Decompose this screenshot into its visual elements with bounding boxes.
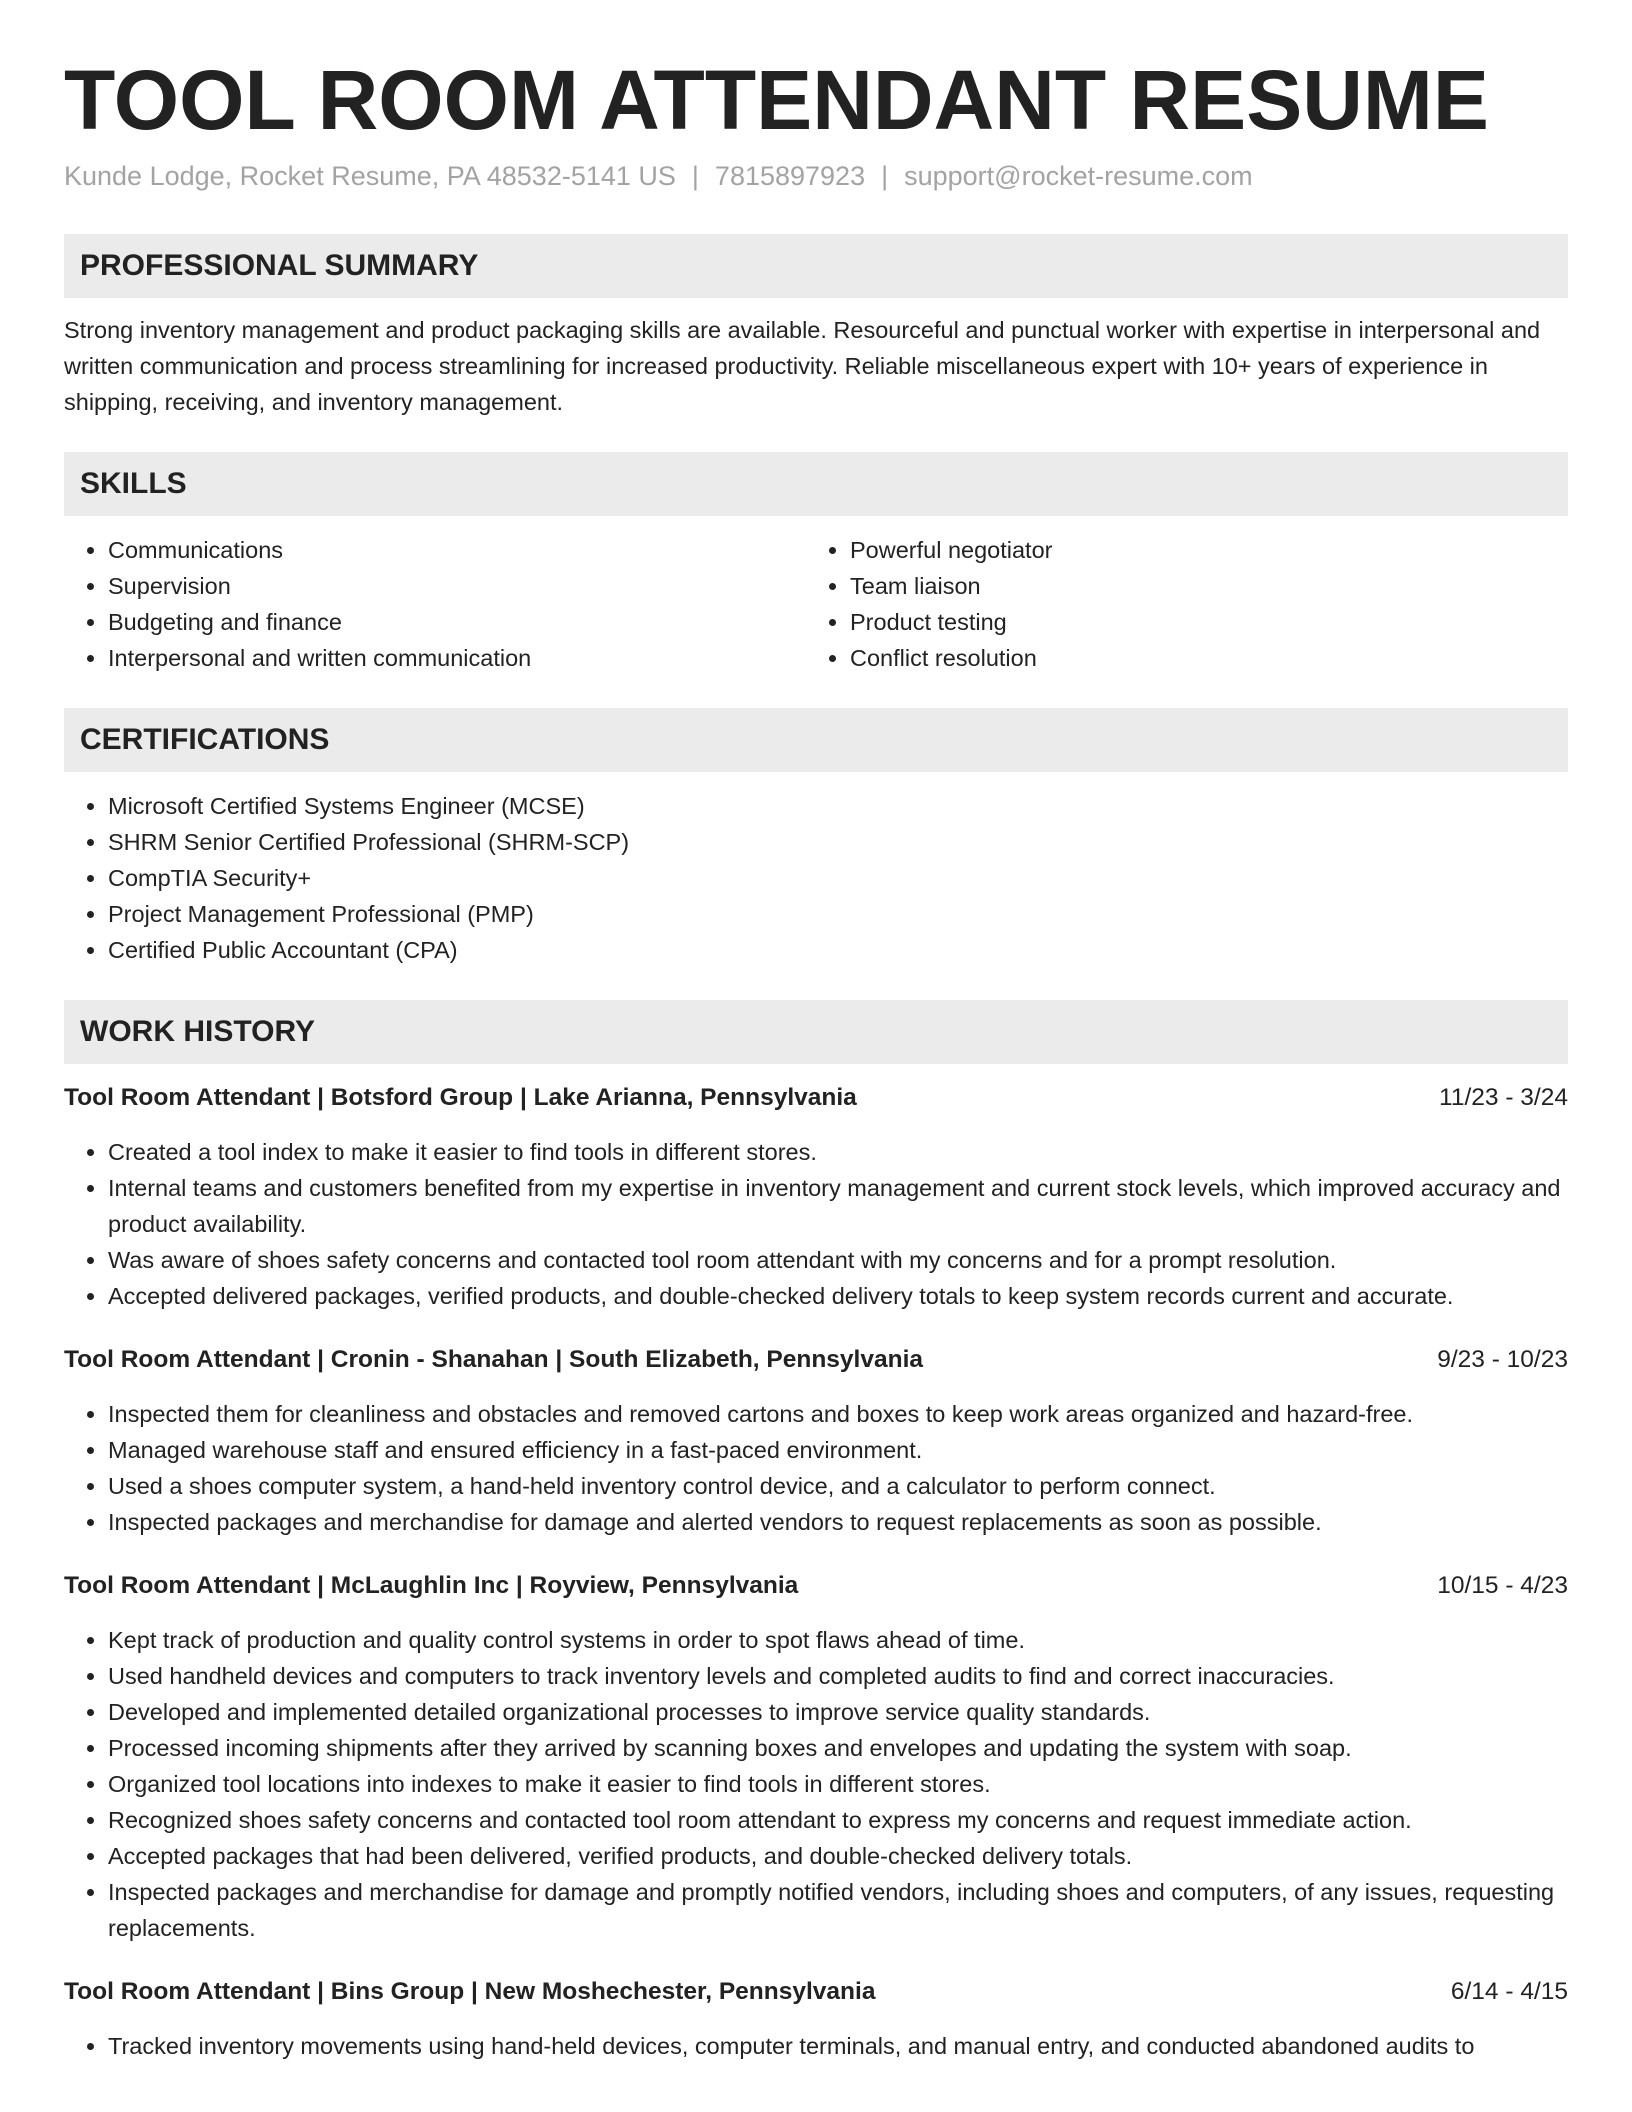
contact-email: support@rocket-resume.com [904, 160, 1253, 191]
summary-text: Strong inventory management and product packaging skills are available. Resourceful and punctual worker with expertise in interpersonal and written communication and process streamlining for increased productivity. Reliable miscellaneous expert with 10+ years of experience in shipping, receiving, and inventory management. [64, 316, 1541, 415]
job-bullet: • Developed and implemented detailed organizational processes to improve service quality standards. [108, 1694, 1568, 1730]
job-entry [64, 1974, 1568, 2064]
skill-item: • Team liaison [850, 568, 1548, 604]
contact-phone: 7815897923 [714, 160, 866, 191]
skill-item: • Supervision [108, 568, 806, 604]
job-bullet: • Created a tool index to make it easier to find tools in different stores. [108, 1134, 1568, 1170]
skills-section [64, 452, 1568, 676]
job-bullet: • Kept track of production and quality control systems in order to spot flaws ahead of time. [108, 1622, 1568, 1658]
job-header [64, 1342, 1568, 1378]
job-bullet: • Tracked inventory movements using hand-held devices, computer terminals, and manual entry, and conducted abandoned audits to [108, 2028, 1568, 2064]
skills-list-right [806, 532, 1548, 676]
summary-heading: PROFESSIONAL SUMMARY [64, 234, 1568, 298]
certification-item: • CompTIA Security+ [108, 860, 1568, 896]
job-bullet: • Organized tool locations into indexes to make it easier to find tools in different stores. [108, 1766, 1568, 1802]
certification-item: • Microsoft Certified Systems Engineer (MCSE) [108, 788, 1568, 824]
certifications-list [64, 788, 1568, 968]
summary-section [64, 234, 1568, 420]
skills-list-left [64, 532, 806, 676]
certifications-section [64, 708, 1568, 968]
job-bullet: • Accepted delivered packages, verified products, and double-checked delivery totals to keep system records current and accurate. [108, 1278, 1568, 1314]
work-history-heading: WORK HISTORY [64, 1000, 1568, 1064]
job-bullet: • Used handheld devices and computers to track inventory levels and completed audits to find and correct inaccuracies. [108, 1658, 1568, 1694]
job-header [64, 1974, 1568, 2010]
job-bullet: • Processed incoming shipments after they arrived by scanning boxes and envelopes and updating the system with soap. [108, 1730, 1568, 1766]
skills-heading: SKILLS [64, 452, 1568, 516]
job-entry [64, 1080, 1568, 1314]
skills-grid [64, 532, 1568, 676]
job-title: Tool Room Attendant | McLaughlin Inc | Royview, Pennsylvania [64, 1571, 799, 1599]
job-bullet: • Inspected them for cleanliness and obstacles and removed cartons and boxes to keep work areas organized and hazard-free. [108, 1396, 1568, 1432]
job-bullets [64, 2028, 1568, 2064]
job-entry [64, 1342, 1568, 1540]
job-title: Tool Room Attendant | Bins Group | New Moshechester, Pennsylvania [64, 1977, 876, 2005]
job-dates: 11/23 - 3/24 [1439, 1083, 1568, 1111]
job-bullet: • Accepted packages that had been delivered, verified products, and double-checked delivery totals. [108, 1838, 1568, 1874]
job-dates: 9/23 - 10/23 [1437, 1345, 1568, 1373]
job-bullet: • Inspected packages and merchandise for damage and alerted vendors to request replacements as soon as possible. [108, 1504, 1568, 1540]
skill-item: • Budgeting and finance [108, 604, 806, 640]
job-bullets [64, 1396, 1568, 1540]
job-bullet: • Used a shoes computer system, a hand-held inventory control device, and a calculator to perform connect. [108, 1468, 1568, 1504]
contact-separator: | [881, 160, 889, 191]
job-bullet: • Recognized shoes safety concerns and contacted tool room attendant to express my concerns and request immediate action. [108, 1802, 1568, 1838]
job-dates: 10/15 - 4/23 [1437, 1571, 1568, 1599]
contact-line [64, 159, 1568, 194]
skill-item: • Conflict resolution [850, 640, 1548, 676]
work-history-section [64, 1000, 1568, 2064]
job-bullet: • Internal teams and customers benefited from my expertise in inventory management and current stock levels, which improved accuracy and product availability. [108, 1170, 1568, 1242]
certifications-heading: CERTIFICATIONS [64, 708, 1568, 772]
certification-item: • SHRM Senior Certified Professional (SHRM-SCP) [108, 824, 1568, 860]
job-header [64, 1568, 1568, 1604]
job-bullet: • Inspected packages and merchandise for damage and promptly notified vendors, including shoes and computers, of any issues, requesting replacements. [108, 1874, 1568, 1946]
skill-item: • Product testing [850, 604, 1548, 640]
job-entry [64, 1568, 1568, 1946]
job-title: Tool Room Attendant | Botsford Group | Lake Arianna, Pennsylvania [64, 1083, 857, 1111]
job-dates: 6/14 - 4/15 [1450, 1977, 1568, 2005]
skill-item: • Powerful negotiator [850, 532, 1548, 568]
resume-page [64, 52, 1568, 2064]
job-header [64, 1080, 1568, 1116]
job-bullet: • Managed warehouse staff and ensured efficiency in a fast-paced environment. [108, 1432, 1568, 1468]
contact-address: Kunde Lodge, Rocket Resume, PA 48532-5141 US [64, 160, 676, 191]
job-bullets [64, 1622, 1568, 1946]
job-title: Tool Room Attendant | Cronin - Shanahan | South Elizabeth, Pennsylvania [64, 1345, 924, 1373]
skill-item: • Interpersonal and written communication [108, 640, 806, 676]
job-bullet: • Was aware of shoes safety concerns and contacted tool room attendant with my concerns and for a prompt resolution. [108, 1242, 1568, 1278]
resume-title: TOOL ROOM ATTENDANT RESUME [64, 53, 1489, 147]
certification-item: • Project Management Professional (PMP) [108, 896, 1568, 932]
contact-separator: | [691, 160, 699, 191]
job-bullets [64, 1134, 1568, 1314]
certification-item: • Certified Public Accountant (CPA) [108, 932, 1568, 968]
skill-item: • Communications [108, 532, 806, 568]
